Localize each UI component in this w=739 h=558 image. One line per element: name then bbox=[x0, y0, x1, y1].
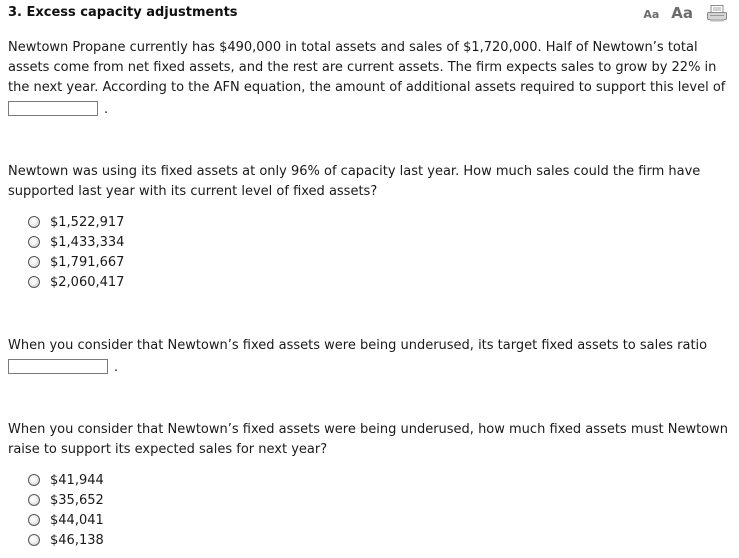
option-label[interactable]: $2,060,417 bbox=[50, 274, 125, 290]
radio-button[interactable] bbox=[28, 494, 40, 506]
additional-assets-input[interactable] bbox=[8, 101, 98, 116]
question-2-text: Newtown was using its fixed assets at only 96% of capacity last year. How much sales could the firm have supported last year with its current level of fixed assets? bbox=[8, 164, 701, 199]
question-4-options bbox=[28, 470, 104, 550]
option-label[interactable]: $35,652 bbox=[50, 492, 104, 508]
radio-button[interactable] bbox=[28, 514, 40, 526]
question-1-period: . bbox=[104, 102, 109, 117]
option-item[interactable] bbox=[28, 510, 104, 530]
question-2-options bbox=[28, 212, 124, 292]
radio-button[interactable] bbox=[28, 256, 40, 268]
option-item[interactable] bbox=[28, 470, 104, 490]
question-4-text: When you consider that Newtown’s fixed assets were being underused, how much fixed assets must Newtown raise to support its expected sales for next year? bbox=[8, 422, 729, 457]
increase-font-button[interactable]: Aa bbox=[671, 4, 693, 22]
toolbar bbox=[643, 4, 727, 22]
question-3-answer-row bbox=[8, 359, 118, 374]
decrease-font-button[interactable]: Aa bbox=[643, 8, 660, 21]
option-item[interactable] bbox=[28, 232, 124, 252]
option-label[interactable]: $41,944 bbox=[50, 472, 104, 488]
question-1-answer-row bbox=[8, 101, 108, 116]
option-label[interactable]: $1,433,334 bbox=[50, 234, 125, 250]
question-title: 3. Excess capacity adjustments bbox=[8, 5, 238, 20]
option-label[interactable]: $46,138 bbox=[50, 532, 104, 548]
question-1-text: Newtown Propane currently has $490,000 in total assets and sales of $1,720,000. Half of Newtown’s total assets come from net fixed assets, and the rest are current assets. The firm expects sales to grow by 22% in the next year. According to the AFN equation, the amount of additional assets required to support this level of bbox=[8, 40, 726, 95]
question-header bbox=[8, 4, 729, 22]
option-label[interactable]: $1,522,917 bbox=[50, 214, 125, 230]
option-item[interactable] bbox=[28, 212, 124, 232]
print-icon[interactable] bbox=[707, 5, 727, 22]
radio-button[interactable] bbox=[28, 474, 40, 486]
radio-button[interactable] bbox=[28, 534, 40, 546]
option-label[interactable]: $44,041 bbox=[50, 512, 104, 528]
radio-button[interactable] bbox=[28, 276, 40, 288]
radio-button[interactable] bbox=[28, 236, 40, 248]
option-item[interactable] bbox=[28, 490, 104, 510]
target-ratio-input[interactable] bbox=[8, 359, 108, 374]
question-3-period: . bbox=[114, 360, 119, 375]
option-item[interactable] bbox=[28, 272, 124, 292]
question-3-text: When you consider that Newtown’s fixed assets were being underused, its target fixed assets to sales ratio bbox=[8, 338, 708, 353]
option-item[interactable] bbox=[28, 252, 124, 272]
option-label[interactable]: $1,791,667 bbox=[50, 254, 125, 270]
radio-button[interactable] bbox=[28, 216, 40, 228]
option-item[interactable] bbox=[28, 530, 104, 550]
